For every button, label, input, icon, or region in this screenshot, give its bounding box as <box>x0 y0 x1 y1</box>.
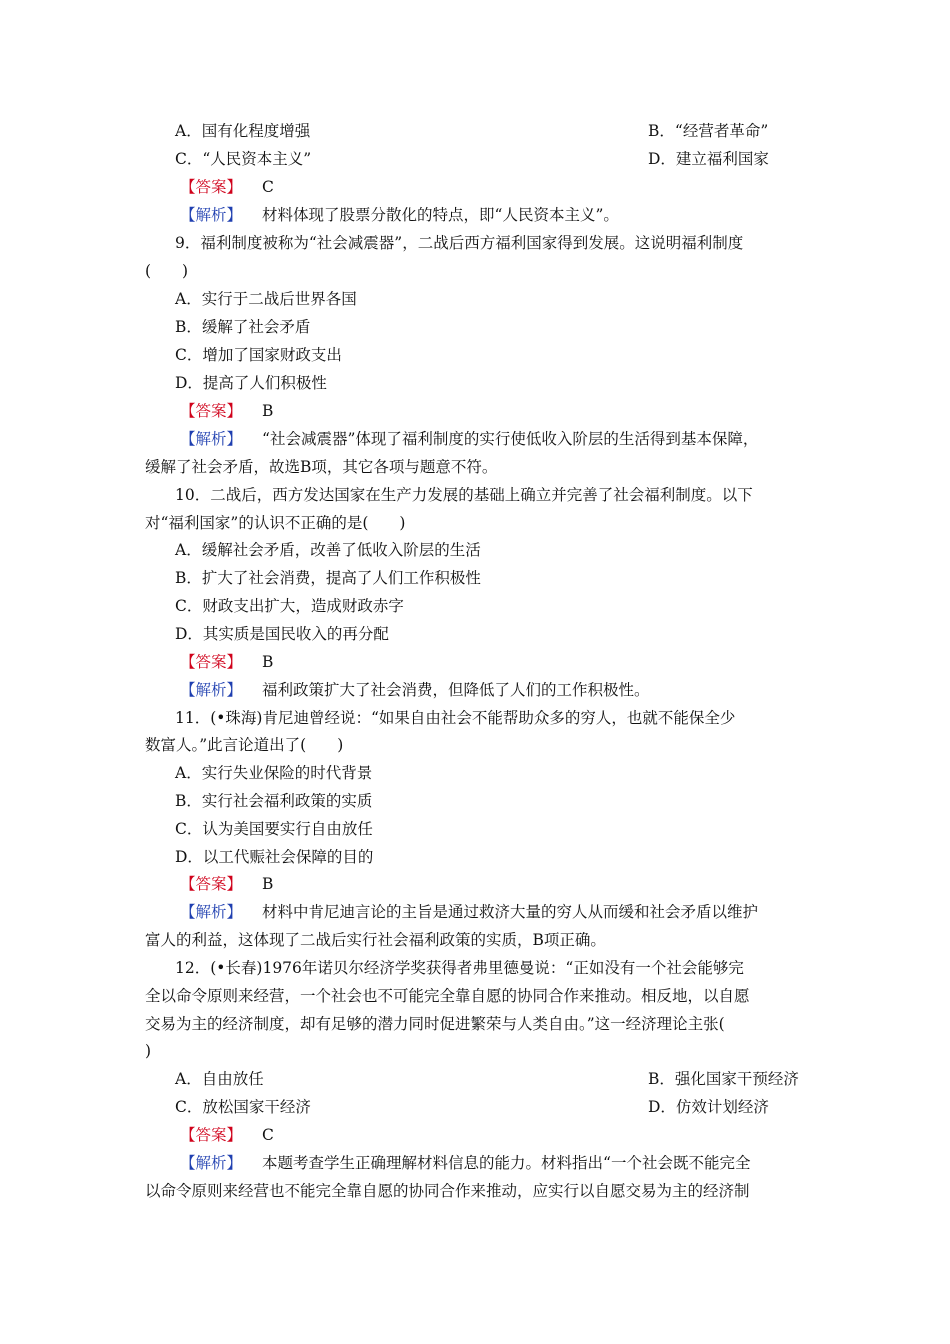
q10-stem-line-1: 10．二战后，西方发达国家在生产力发展的基础上确立并完善了社会福利制度。以下 <box>175 486 753 504</box>
q10-option-c: C．财政支出扩大，造成财政赤字 <box>175 597 404 615</box>
answer-tag: 【答案】 <box>180 653 243 671</box>
explanation-text: 本题考查学生正确理解材料信息的能力。材料指出“一个社会既不能完全 <box>262 1154 751 1172</box>
q12-option-b: B．强化国家干预经济 <box>648 1070 799 1088</box>
explanation-tag: 【解析】 <box>180 206 243 224</box>
answer-value: C <box>262 178 274 196</box>
q9-option-c: C．增加了国家财政支出 <box>175 346 342 364</box>
explanation-text: “社会减震器”体现了福利制度的实行使低收入阶层的生活得到基本保障， <box>262 430 759 448</box>
q8-option-c: C．“人民资本主义” <box>175 150 312 168</box>
q10-option-a: A．缓解社会矛盾，改善了低收入阶层的生活 <box>175 541 481 559</box>
q8-option-a: A．国有化程度增强 <box>175 122 311 140</box>
q9-answer <box>180 397 850 425</box>
q10-answer <box>180 648 850 676</box>
q8-option-d: D．建立福利国家 <box>648 150 769 168</box>
q9-option-d: D．提高了人们积极性 <box>175 374 327 392</box>
q12-option-d: D．仿效计划经济 <box>648 1098 769 1116</box>
answer-tag: 【答案】 <box>180 1126 243 1144</box>
q8-options-row-1 <box>175 117 845 145</box>
q11-option-c: C．认为美国要实行自由放任 <box>175 820 373 838</box>
explanation-text: 材料体现了股票分散化的特点，即“人民资本主义”。 <box>262 206 619 224</box>
q12-explanation-line-1 <box>180 1149 850 1177</box>
q12-option-a: A．自由放任 <box>175 1070 264 1088</box>
q10-option-b: B．扩大了社会消费，提高了人们工作积极性 <box>175 569 481 587</box>
q9-stem-line-1: 9．福利制度被称为“社会减震器”，二战后西方福利国家得到发展。这说明福利制度 <box>175 234 744 252</box>
q12-stem-line-2: 全以命令原则来经营，一个社会也不可能完全靠自愿的协同合作来推动。相反地，以自愿 <box>145 987 750 1005</box>
q12-options-row-1 <box>175 1065 845 1093</box>
answer-tag: 【答案】 <box>180 178 243 196</box>
q8-answer <box>180 173 850 201</box>
q9-explanation-line-1 <box>180 425 850 453</box>
q9-explanation-line-2: 缓解了社会矛盾，故选B项，其它各项与题意不符。 <box>145 458 498 476</box>
answer-value: B <box>262 875 274 893</box>
answer-tag: 【答案】 <box>180 875 243 893</box>
q10-explanation <box>180 676 850 704</box>
q10-stem-line-2: 对“福利国家”的认识不正确的是( ) <box>145 514 406 532</box>
q8-options-row-2 <box>175 145 845 173</box>
q10-option-d: D．其实质是国民收入的再分配 <box>175 625 389 643</box>
answer-value: B <box>262 653 274 671</box>
q11-explanation-line-1 <box>180 898 850 926</box>
q11-stem-line-1: 11．(•珠海)肯尼迪曾经说：“如果自由社会不能帮助众多的穷人，也就不能保全少 <box>175 709 736 727</box>
q12-answer <box>180 1121 850 1149</box>
q11-stem-line-2: 数富人。”此言论道出了( ) <box>145 736 344 754</box>
q9-option-a: A．实行于二战后世界各国 <box>175 290 357 308</box>
q12-explanation-line-2: 以命令原则来经营也不能完全靠自愿的协同合作来推动，应实行以自愿交易为主的经济制 <box>145 1182 750 1200</box>
answer-tag: 【答案】 <box>180 402 243 420</box>
explanation-text: 材料中肯尼迪言论的主旨是通过救济大量的穷人从而缓和社会矛盾以维护 <box>262 903 759 921</box>
q11-explanation-line-2: 富人的利益，这体现了二战后实行社会福利政策的实质，B项正确。 <box>145 931 606 949</box>
explanation-tag: 【解析】 <box>180 430 243 448</box>
answer-value: C <box>262 1126 274 1144</box>
explanation-tag: 【解析】 <box>180 903 243 921</box>
q12-stem-line-1: 12．(•长春)1976年诺贝尔经济学奖获得者弗里德曼说：“正如没有一个社会能够完 <box>175 959 744 977</box>
q8-explanation <box>180 201 850 229</box>
q11-answer <box>180 870 850 898</box>
explanation-tag: 【解析】 <box>180 1154 243 1172</box>
q8-option-b: B．“经营者革命” <box>648 122 769 140</box>
q11-option-b: B．实行社会福利政策的实质 <box>175 792 373 810</box>
q12-option-c: C．放松国家干经济 <box>175 1098 311 1116</box>
answer-value: B <box>262 402 274 420</box>
q12-stem-line-4: ) <box>145 1042 152 1060</box>
explanation-text: 福利政策扩大了社会消费，但降低了人们的工作积极性。 <box>262 681 650 699</box>
q11-option-a: A．实行失业保险的时代背景 <box>175 764 373 782</box>
q9-stem-line-2: ( ) <box>145 262 189 280</box>
q12-options-row-2 <box>175 1093 845 1121</box>
q11-option-d: D．以工代赈社会保障的目的 <box>175 848 374 866</box>
q9-option-b: B．缓解了社会矛盾 <box>175 318 311 336</box>
explanation-tag: 【解析】 <box>180 681 243 699</box>
q12-stem-line-3: 交易为主的经济制度，却有足够的潜力同时促进繁荣与人类自由。”这一经济理论主张( <box>145 1015 725 1033</box>
